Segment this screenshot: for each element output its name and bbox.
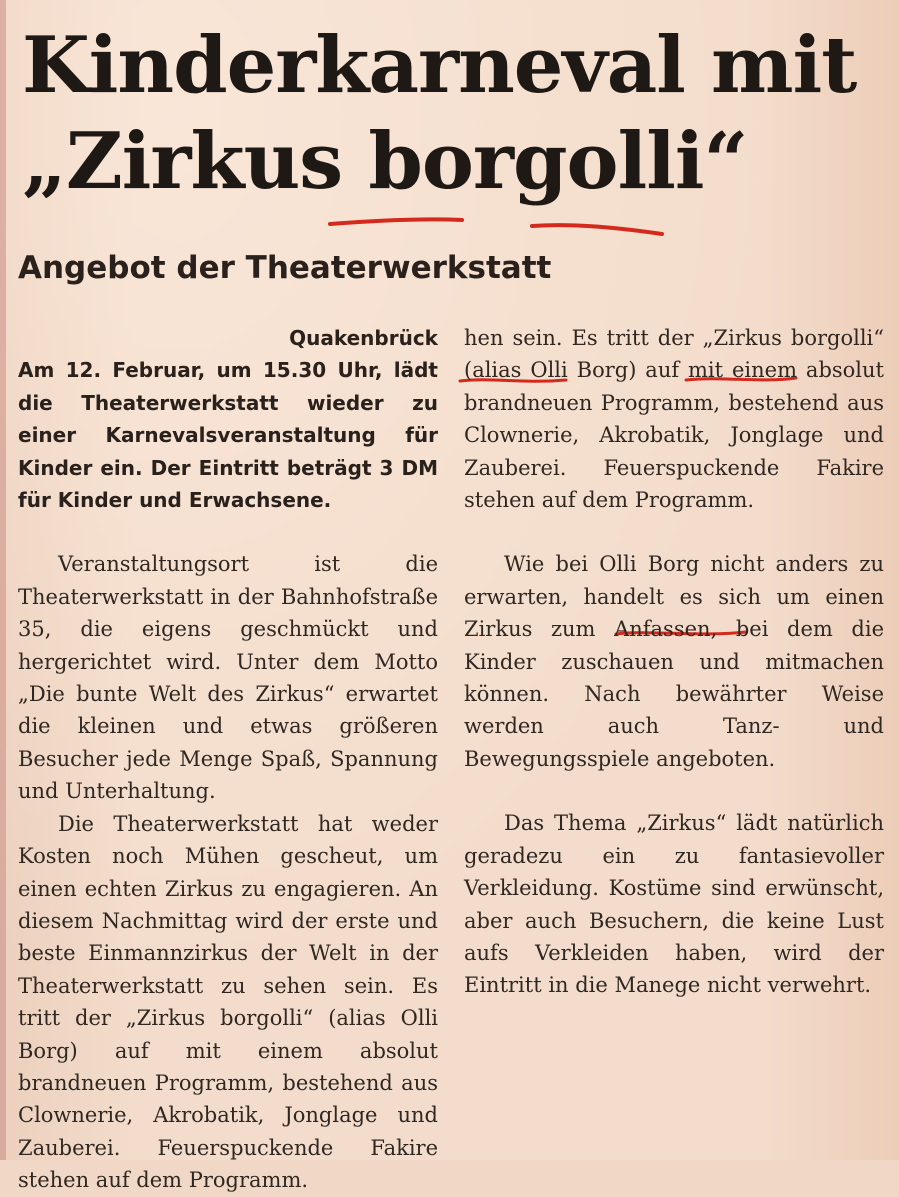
- subheadline: Angebot der Theaterwerkstatt: [18, 250, 552, 286]
- column-left: [18, 322, 438, 1193]
- lead-paragraph: [18, 322, 438, 516]
- headline: [22, 18, 882, 210]
- paper-edge: [0, 0, 6, 1160]
- paragraph-4: Das Thema „Zirkus“ lädt natürlich geradezu ein zu fantasievoller Verkleidung. Kostüme sind erwünscht, aber auch Besuchern, die keine Lust aufs Verkleiden haben, wird der Eintritt in die Manege nicht verwehrt.: [464, 811, 884, 998]
- paragraph-1: Veranstaltungsort ist die Theaterwerkstatt in der Bahnhofstraße 35, die eigens geschmückt und hergerichtet wird. Unter dem Motto „Die bunte Welt des Zirkus“ erwartet die kleinen und etwas größeren Besucher jede Menge Spaß, Spannung und Unterhaltung.: [18, 552, 438, 804]
- column-right: [464, 322, 884, 1002]
- headline-underline-borg: [330, 219, 462, 224]
- dateline: Quakenbrück: [289, 326, 438, 350]
- headline-line-1: Kinderkarneval mit: [22, 20, 857, 111]
- paragraph-2-continued: hen sein. Es tritt der „Zirkus borgolli“ (alias Olli Borg) auf mit einem absolut brandneuen Programm, bestehend aus Clownerie, Akrobatik, Jonglage und Zauberei. Feuerspuckende Fakire stehen auf dem Programm.: [464, 326, 884, 513]
- headline-line-2: „Zirkus borgolli“: [22, 116, 748, 207]
- lead-text: Am 12. Februar, um 15.30 Uhr, lädt die Theaterwerkstatt wieder zu einer Karnevalsveranstaltung für Kinder ein. Der Eintritt beträgt 3 DM für Kinder und Erwachsene.: [18, 358, 438, 513]
- paragraph-3: Wie bei Olli Borg nicht anders zu erwarten, handelt es sich um einen Zirkus zum Anfassen, bei dem die Kinder zuschauen und mitmachen können. Nach bewährter Weise werden auch Tanz- und Bewegungsspiele angeboten.: [464, 552, 884, 771]
- headline-underline-olli: [532, 225, 662, 234]
- paragraph-2: Die Theaterwerkstatt hat weder Kosten noch Mühen gescheut, um einen echten Zirkus zu engagieren. An diesem Nachmittag wird der erste und beste Einmannzirkus der Welt in der Theaterwerkstatt zu sehen sein. Es tritt der „Zirkus borgolli“ (alias Olli Borg) auf mit einem absolut brandneuen Programm, bestehend aus Clownerie, Akrobatik, Jonglage und Zauberei. Feuerspuckende Fakire stehen auf dem Programm.: [18, 811, 438, 1193]
